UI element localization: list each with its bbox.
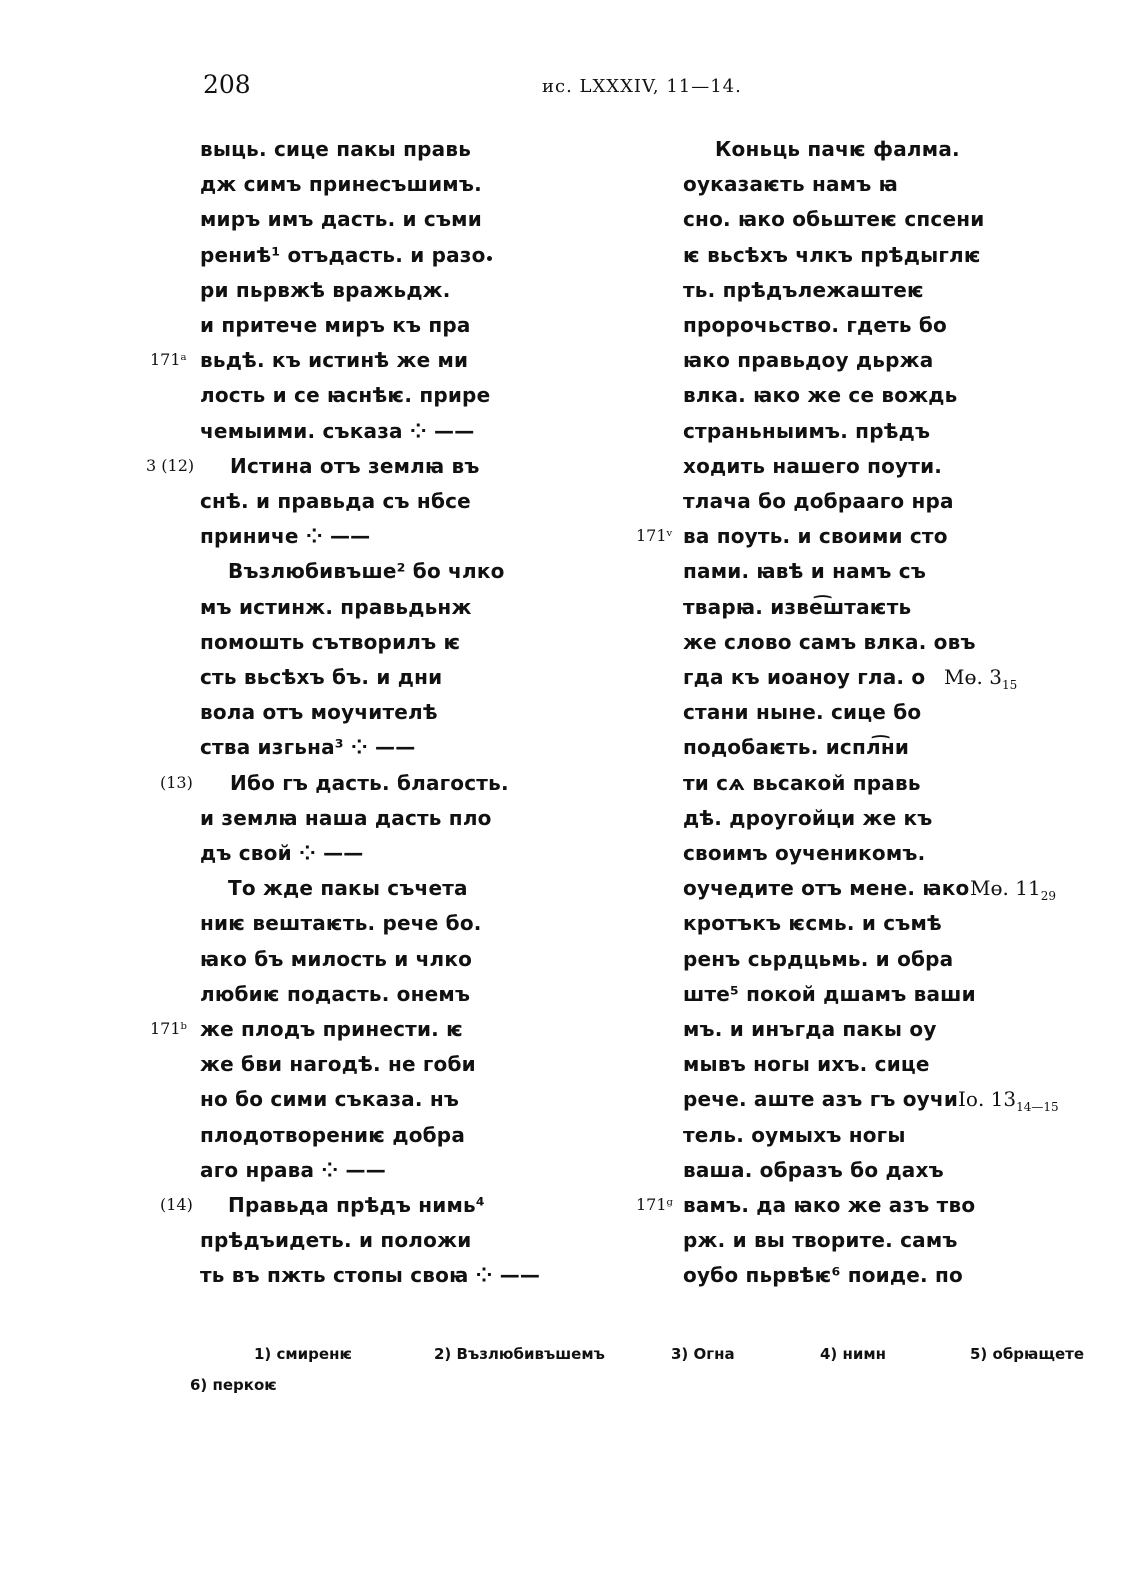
right-text-line: тлача бо добрааго нра — [683, 489, 954, 513]
left-text-line: Правьда прѣдъ нимь⁴ — [228, 1193, 485, 1217]
left-text-line: ри пьрвжѣ вражьдж. — [200, 277, 451, 302]
left-text-line: дъ свой ⁘ —— — [200, 841, 364, 865]
right-text-line: ште⁵ покой дшамъ ваши — [683, 981, 976, 1006]
left-text-line: выць. сице пакы правь — [200, 137, 472, 161]
right-text-line: страньныимъ. прѣдъ — [683, 418, 931, 443]
right-text-line: же слово самъ влка. овъ — [683, 629, 976, 654]
footnote: 5) обрꙗщете — [970, 1345, 1085, 1363]
right-text-line: оучедите отъ мене. ꙗко — [683, 876, 970, 901]
right-text-line: влка. ꙗко же се вождь — [683, 383, 958, 408]
right-text-line: ходить нашего поути. — [683, 453, 943, 478]
left-text-line: аго нрава ⁘ —— — [200, 1157, 386, 1182]
right-text-line: Коньць пачѥ фалма. — [715, 137, 960, 161]
left-text-line: помошть сътворилъ ѥ — [200, 629, 461, 654]
right-text-line: оуказаѥть намъ ꙗ — [683, 172, 898, 197]
left-margin-marker: (13) — [160, 772, 193, 792]
left-text-line: ꙗко бъ милость и члко — [200, 946, 473, 971]
left-text-line: чемыими. съказа ⁘ —— — [200, 418, 475, 443]
left-text-line: То жде пакы съчета — [228, 876, 468, 901]
left-text-line: и притече миръ къ пра — [200, 313, 471, 337]
right-text-line: ꙗко правьдоу дьржа — [683, 348, 934, 373]
right-text-line: рече. аште азъ гъ оучи — [683, 1087, 959, 1112]
left-text-line: ниѥ вештаѥть. рече бо. — [200, 911, 482, 936]
left-text-line: же бви нагодѣ. не гоби — [200, 1052, 476, 1077]
left-text-line: рениѣ¹ отъдасть. и разо — [200, 242, 486, 267]
right-text-line: стани ныне. сице бо — [683, 700, 922, 725]
right-text-line: тель. оумыхъ ногы — [683, 1122, 906, 1147]
reference-verse: 29 — [1040, 889, 1056, 904]
reference-text: Mө. 11 — [970, 876, 1041, 901]
right-text-line: ренъ сьрдцьмь. и обра — [683, 946, 954, 971]
footnote: 6) перкоѥ — [190, 1376, 277, 1394]
left-text-line: снѣ. и правьда съ нбсе — [200, 489, 471, 513]
reference-text: Іо. 13 — [958, 1087, 1017, 1112]
reference-text: Mө. 3 — [944, 665, 1002, 689]
left-text-line: вола отъ моучителѣ — [200, 700, 438, 725]
reference-verse: 14—15 — [1016, 1100, 1059, 1115]
stray-dot-mark — [487, 256, 492, 261]
right-text-line: пророчьство. гдеть бо — [683, 313, 947, 337]
footnote: 3) Огна — [671, 1345, 735, 1363]
left-text-line: дж симъ принесъшимъ. — [200, 172, 482, 197]
footnote: 4) нимн — [820, 1345, 887, 1363]
left-text-line: и землꙗ наша дасть пло — [200, 805, 492, 830]
right-text-line: оубо пьрвѣѥ⁶ поиде. по — [683, 1263, 963, 1288]
right-text-line: вамъ. да ꙗко же азъ тво — [683, 1193, 976, 1217]
left-text-line: лость и се ꙗснѣѥ. прире — [200, 383, 491, 408]
left-text-line: плодотворениѥ добра — [200, 1122, 466, 1147]
right-text-line: своимъ оученикомъ. — [683, 841, 926, 865]
left-margin-marker: 171ᵇ — [150, 1019, 187, 1038]
footnote: 2) Възлюбивъшемъ — [434, 1345, 605, 1363]
left-margin-marker: (14) — [160, 1195, 193, 1214]
reference-verse: 15 — [1001, 678, 1018, 692]
right-margin-marker: 171ᵍ — [636, 1195, 673, 1214]
right-text-line: мъ. и инъгда пакы оу — [683, 1017, 937, 1041]
left-text-line: мъ истинж. правьдьнж — [200, 594, 472, 619]
left-text-line: же плодъ принести. ѥ — [200, 1017, 464, 1041]
right-text-line: кротъкъ ѥсмь. и съмѣ — [683, 911, 942, 936]
right-text-line: сно. ꙗко обьштеѥ спсени — [683, 207, 985, 232]
left-text-line: Възлюбивъше² бо члко — [228, 559, 505, 584]
right-text-line: ть. прѣдълежаштеѥ — [683, 277, 925, 302]
right-text-line: ваша. образъ бо дахъ — [683, 1157, 944, 1182]
left-text-line: ства изгьна³ ⁘ —— — [200, 735, 416, 760]
left-text-line: прѣдъидеть. и положи — [200, 1228, 472, 1253]
right-text-line: мывъ ногы ихъ. сице — [683, 1052, 930, 1077]
right-text-line: ва поуть. и своими сто — [683, 524, 948, 549]
running-title: ис. LXXXIV, 11—14. — [542, 76, 742, 97]
right-text-line: гда къ иоаноу гла. о — [683, 665, 926, 689]
footnote: 1) смиренѥ — [254, 1345, 353, 1363]
right-text-line: тварꙗ. изве͡штаѥть — [683, 594, 912, 619]
right-text-line: дѣ. дроугойци же къ — [683, 805, 933, 830]
left-text-line: миръ имъ дасть. и съми — [200, 207, 482, 232]
left-text-line: ть въ пжть стопы своꙗ ⁘ —— — [200, 1263, 541, 1288]
right-text-line: подобаѥть. испл͡ни — [683, 735, 910, 760]
left-text-line: приниче ⁘ —— — [200, 524, 371, 549]
right-text-line: пами. ꙗвѣ и намъ съ — [683, 559, 927, 584]
right-margin-marker: 171ᵛ — [636, 526, 673, 546]
left-text-line: вьдѣ. къ истинѣ же ми — [200, 348, 469, 373]
scripture-reference — [944, 662, 1017, 700]
left-text-line: сть вьсѣхъ бъ. и дни — [200, 665, 443, 689]
page-number: 208 — [203, 70, 251, 99]
left-margin-marker: 171ᵃ — [150, 350, 187, 370]
scripture-reference — [970, 873, 1056, 911]
right-text-line: рж. и вы творите. самъ — [683, 1228, 958, 1253]
left-text-line: Ибо гъ дасть. благость. — [230, 770, 509, 795]
left-text-line: Истина отъ землꙗ въ — [230, 453, 480, 478]
right-text-line: ти сѧ вьсакой правь — [683, 770, 921, 795]
scripture-reference — [958, 1084, 1059, 1122]
left-text-line: но бо сими съказа. нъ — [200, 1087, 460, 1112]
right-text-line: ѥ вьсѣхъ члкъ прѣдыглѥ — [683, 242, 981, 267]
left-margin-marker: 3 (12) — [146, 455, 195, 475]
left-text-line: любиѥ подасть. онемъ — [200, 981, 471, 1006]
